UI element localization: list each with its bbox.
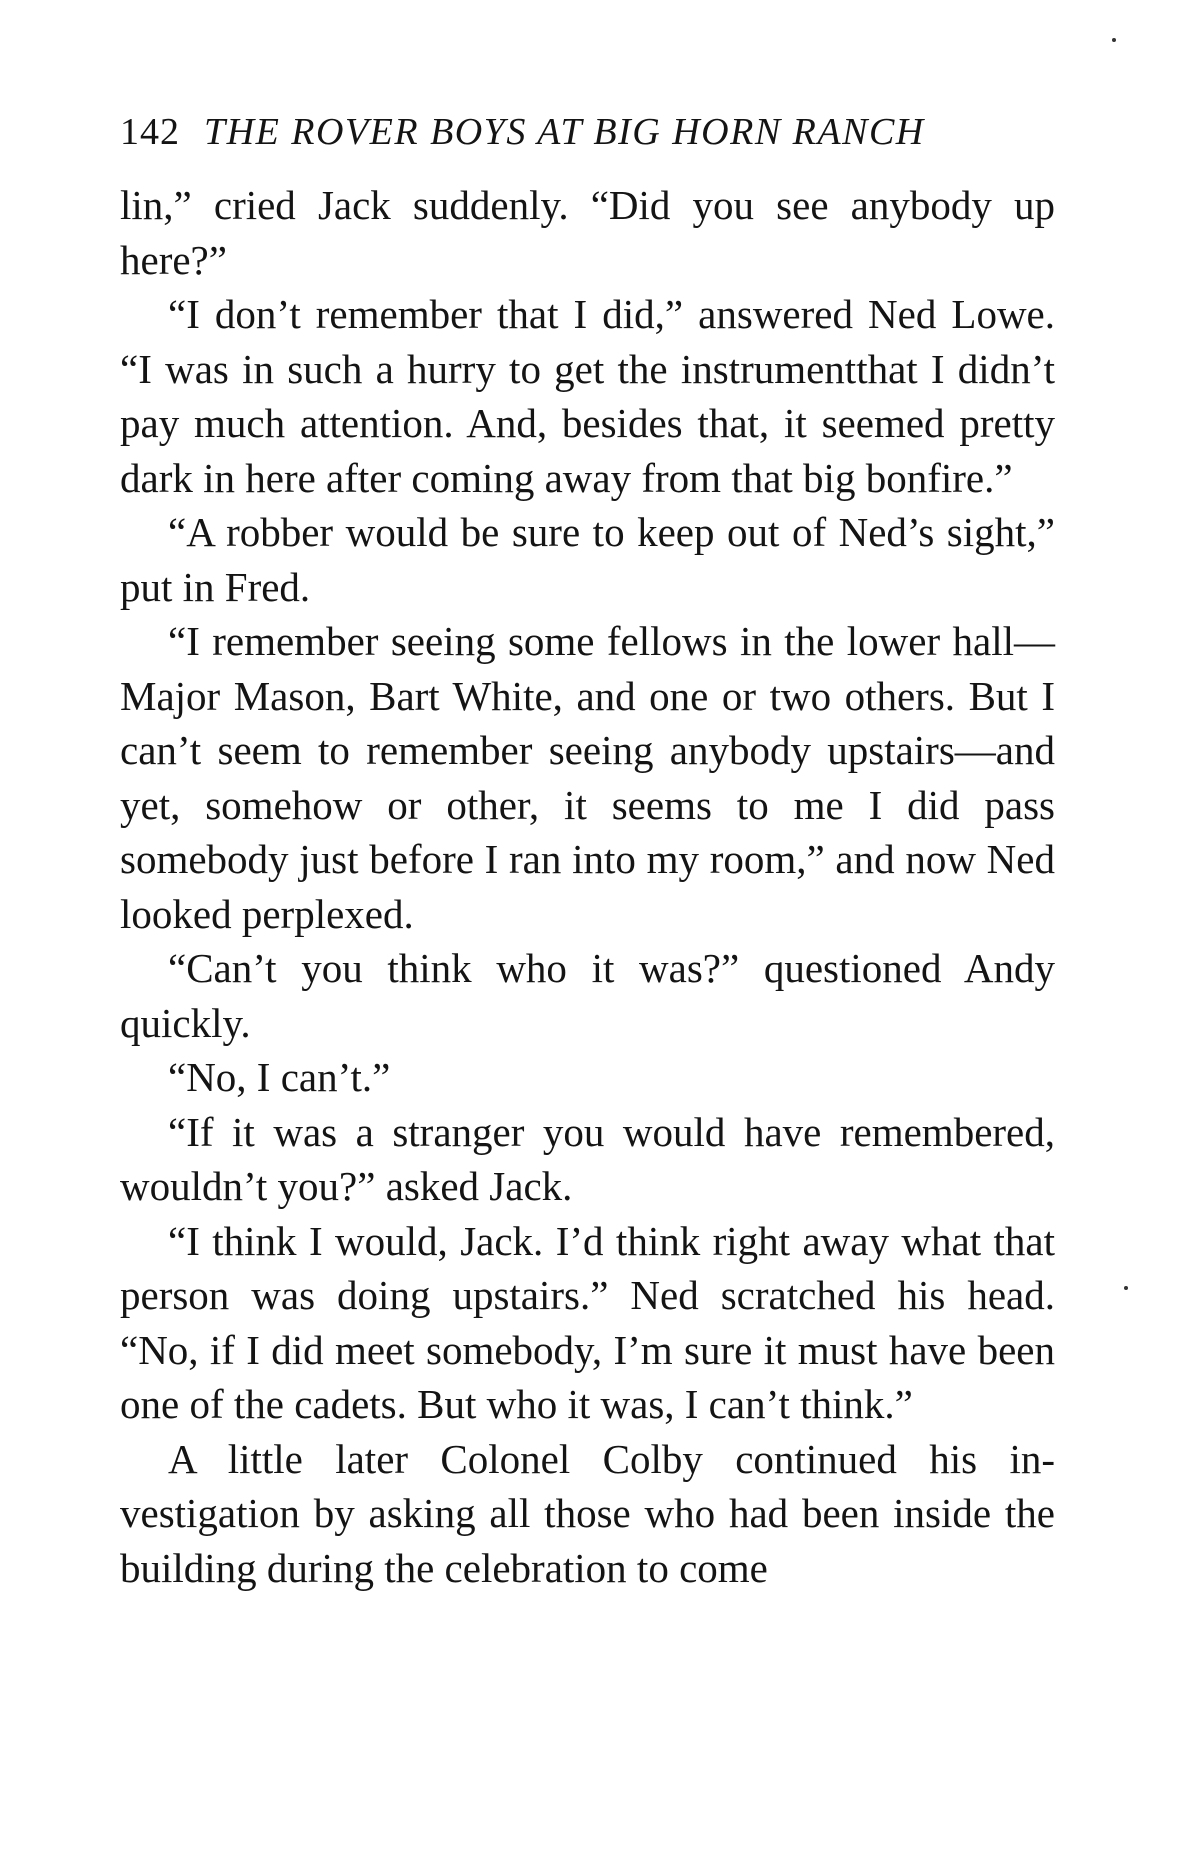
- book-title: THE ROVER BOYS AT BIG HORN RANCH: [204, 111, 925, 153]
- paragraph: “A robber would be sure to keep out of Ned’s sight,” put in Fred.: [120, 509, 1055, 610]
- print-speck: [1112, 38, 1116, 42]
- paragraph: “I don’t remember that I did,” answered Ned Lowe. “I was in such a hurry to get the instrumentthat I didn’t pay much attention. And, besides that, it seemed pretty dark in here after coming away from that big bonfire.”: [120, 291, 1055, 501]
- body-text: [120, 178, 1055, 1595]
- running-head: [120, 110, 1055, 154]
- page-number: 142: [120, 111, 180, 153]
- paragraph: “Can’t you think who it was?” questioned Andy quickly.: [120, 945, 1055, 1046]
- paragraph: A little later Colonel Colby continued his investigation by asking all those who had been inside the building during the celebration to come: [120, 1435, 1055, 1591]
- paragraph-continued: lin,” cried Jack suddenly. “Did you see anybody up here?”: [120, 182, 1055, 283]
- paragraph: “No, I can’t.”: [168, 1054, 391, 1100]
- paragraph: “I think I would, Jack. I’d think right away what that person was doing upstairs.” Ned scratched his head. “No, if I did meet somebody, I’m sure it must have been one of the cadets. But who it was, I can’t think.”: [120, 1217, 1055, 1427]
- paragraph: “If it was a stranger you would have remembered, wouldn’t you?” asked Jack.: [120, 1108, 1055, 1209]
- book-page: [120, 110, 1055, 1595]
- print-speck: [1124, 1286, 1128, 1290]
- paragraph: “I remember seeing some fellows in the lower hall—Major Mason, Bart White, and one or two others. But I can’t seem to remember seeing anybody upstairs—and yet, somehow or other, it seems to me I did pass somebody just before I ran into my room,” and now Ned looked perplexed.: [120, 618, 1055, 937]
